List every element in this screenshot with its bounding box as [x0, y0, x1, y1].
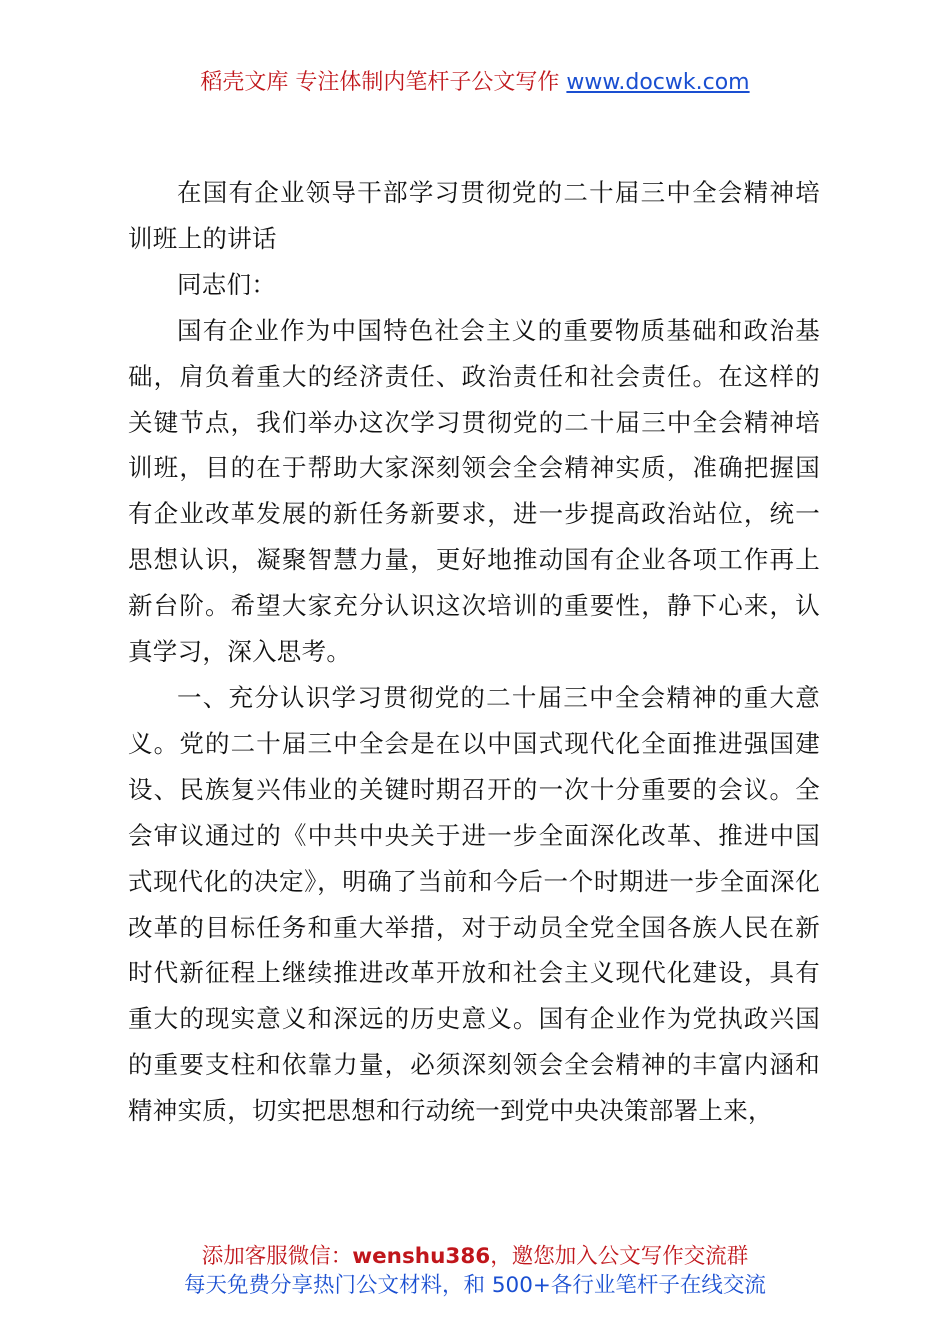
- salutation: 同志们：: [177, 269, 277, 299]
- footer-promo-line: 每天免费分享热门公文材料，和 500+各行业笔杆子在线交流: [184, 1273, 766, 1298]
- paragraph-intro: 国有企业作为中国特色社会主义的重要物质基础和政治基础，肩负着重大的经济责任、政治责任和社会责任。在这样的关键节点，我们举办这次学习贯彻党的二十届三中全会精神培训班，目的在于帮助大家深刻领会全会精神实质，准确把握国有企业改革发展的新任务新要求，进一步提高政治站位，统一思想认识，凝聚智慧力量，更好地推动国有企业各项工作再上新台阶。希望大家充分认识这次培训的重要性，静下心来，认真学习，深入思考。: [128, 315, 820, 667]
- header-website-link[interactable]: www.docwk.com: [566, 70, 750, 95]
- document-title: 在国有企业领导干部学习贯彻党的二十届三中全会精神培训班上的讲话: [128, 178, 820, 253]
- footer-contact-line: [0, 1242, 950, 1272]
- footer-contact-prefix: 添加客服微信：: [201, 1244, 353, 1269]
- paragraph-section-one: 一、充分认识学习贯彻党的二十届三中全会精神的重大意义。党的二十届三中全会是在以中国式现代化全面推进强国建设、民族复兴伟业的关键时期召开的一次十分重要的会议。全会审议通过的《中共中央关于进一步全面深化改革、推进中国式现代化的决定》，明确了当前和今后一个时期进一步全面深化改革的目标任务和重大举措，对于动员全党全国各族人民在新时代新征程上继续推进改革开放和社会主义现代化建设，具有重大的现实意义和深远的历史意义。国有企业作为党执政兴国的重要支柱和依靠力量，必须深刻领会全会精神的丰富内涵和精神实质，切实把思想和行动统一到党中央决策部署上来，: [128, 682, 820, 1126]
- footer-contact-suffix: ，邀您加入公文写作交流群: [490, 1244, 749, 1269]
- footer-wechat-id: wenshu386: [352, 1244, 491, 1269]
- page-header: [0, 66, 950, 100]
- header-brand-text: 稻壳文库 专注体制内笔杆子公文写作: [200, 70, 560, 95]
- document-body: [128, 170, 820, 1134]
